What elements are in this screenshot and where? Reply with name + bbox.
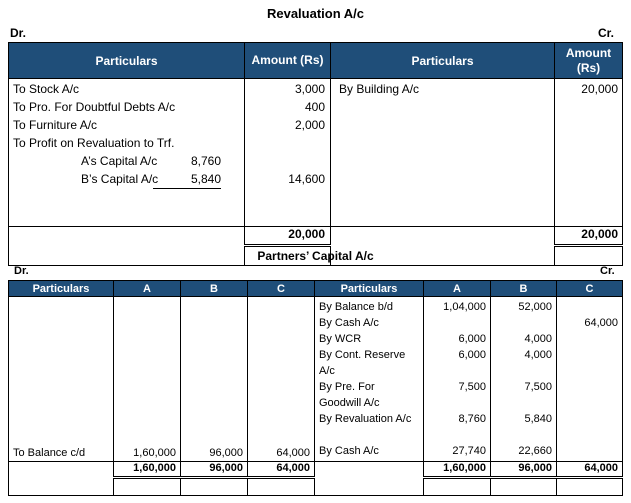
cap-debit-b: 96,000 [181, 297, 248, 462]
cap-credit-c-column [557, 297, 623, 462]
cap-header-c-left: C [248, 281, 315, 297]
rev-total-blank-left [9, 227, 245, 246]
cap-total-c-left: 64,000 [248, 462, 315, 478]
cap-credit-a: 6,000 [458, 333, 486, 345]
cap-blank-cell [424, 478, 491, 496]
cap-credit-b: 52,000 [518, 301, 552, 313]
cap-blank-cell [181, 478, 248, 496]
cap-header-b-right: B [491, 281, 557, 297]
cap-credit-label: By Revaluation A/c [319, 413, 412, 425]
rev-header-amount-left: Amount (Rs) [245, 43, 331, 79]
rev-credit-amounts [555, 79, 623, 227]
capital-body-row [9, 297, 623, 462]
cap-blank-cell [315, 478, 424, 496]
cap-blank-cell [114, 478, 181, 496]
cap-credit-label: By Cash A/c [319, 317, 379, 329]
cap-credit-b: 7,500 [524, 381, 552, 393]
cap-credit-c [561, 299, 618, 315]
cap-credit-b [495, 315, 552, 331]
cap-debit-c: 64,000 [248, 297, 315, 462]
capital-header-row [9, 281, 623, 297]
capital-title: Partners’ Capital A/c [257, 249, 374, 263]
cap-debit-a: 1,60,000 [114, 297, 181, 462]
cap-header-c-right: C [557, 281, 623, 297]
cap-credit-b: 22,660 [518, 445, 552, 457]
revaluation-header-row [9, 43, 623, 79]
cap-header-b-left: B [181, 281, 248, 297]
rev-header-particulars-left: Particulars [9, 43, 245, 79]
cap-credit-a: 1,04,000 [443, 301, 486, 313]
cap-total-b-left: 96,000 [181, 462, 248, 478]
revaluation-table [8, 42, 623, 266]
cap-total-b-right: 96,000 [491, 462, 557, 478]
rev-debit-label: To Pro. For Doubtful Debts A/c [13, 100, 176, 114]
cap-total-c-right: 64,000 [557, 462, 623, 478]
rev-header-particulars-right: Particulars [331, 43, 555, 79]
rev-credit-particulars [331, 79, 555, 227]
cap-blank-cell [491, 478, 557, 496]
cap-credit-b: 4,000 [524, 349, 552, 361]
rev-credit-label: By Building A/c [339, 82, 420, 96]
cap-total-a-right: 1,60,000 [424, 462, 491, 478]
cap-credit-label: By Cont. Reserve A/c [319, 349, 406, 377]
capital-blank-row [9, 478, 623, 496]
cap-header-particulars-left: Particulars [9, 281, 114, 297]
rev-debit-amounts [245, 79, 331, 227]
rev-debit-label: To Profit on Revaluation to Trf. [13, 136, 175, 150]
rev-debit-amount: 400 [304, 100, 325, 114]
cap-credit-a: 7,500 [458, 381, 486, 393]
rev-total-right: 20,000 [555, 227, 623, 246]
cap-total-blank-right [315, 462, 424, 478]
cap-credit-label: By Balance b/d [319, 301, 393, 313]
revaluation-dr-label: Dr. [10, 26, 27, 40]
cap-blank-cell [557, 478, 623, 496]
rev-debit-amount: 2,000 [294, 118, 325, 132]
rev-sub-label: A’s Capital A/c [81, 154, 158, 168]
rev-debit-particulars [9, 79, 245, 227]
rev-sub-label: B’s Capital A/c [81, 172, 159, 186]
revaluation-title: Revaluation A/c [266, 6, 365, 21]
cap-credit-label: By Cash A/c [319, 445, 379, 457]
cap-total-blank-left [9, 462, 114, 478]
rev-sub-row [13, 152, 240, 170]
cap-credit-b-column [491, 297, 557, 462]
rev-sub-amount: 8,760 [190, 154, 221, 168]
cap-header-a-right: A [424, 281, 491, 297]
rev-total-blank-right [331, 227, 555, 246]
rev-debit-label: To Stock A/c [13, 82, 80, 96]
rev-credit-amount: 20,000 [581, 82, 618, 96]
cap-blank-cell [9, 478, 114, 496]
revaluation-total-row [9, 227, 623, 246]
rev-sub-amount: 5,840 [153, 170, 221, 189]
rev-header-amount-right: Amount (Rs) [555, 43, 623, 79]
capital-dr-label: Dr. [14, 265, 29, 277]
cap-credit-label: By Pre. For Goodwill A/c [319, 381, 380, 409]
capital-total-row [9, 462, 623, 478]
cap-credit-a [428, 315, 486, 331]
revaluation-body-row [9, 79, 623, 227]
cap-credit-label: By WCR [319, 333, 362, 345]
cap-debit-label: To Balance c/d [9, 297, 114, 462]
cap-credit-b: 4,000 [524, 333, 552, 345]
cap-credit-particulars [315, 297, 424, 462]
rev-sub-row [13, 170, 240, 188]
cap-header-a-left: A [114, 281, 181, 297]
capital-cr-label: Cr. [600, 265, 615, 277]
cap-credit-a-column [424, 297, 491, 462]
rev-debit-amount-blank [249, 152, 325, 170]
cap-credit-a: 8,760 [458, 413, 486, 425]
cap-credit-a: 6,000 [458, 349, 486, 361]
cap-blank-cell [248, 478, 315, 496]
rev-debit-amount: 3,000 [294, 82, 325, 96]
cap-credit-a: 27,740 [452, 445, 486, 457]
capital-table [8, 280, 623, 496]
rev-debit-label: To Furniture A/c [13, 118, 98, 132]
cap-credit-c: 64,000 [584, 317, 618, 329]
cap-total-a-left: 1,60,000 [114, 462, 181, 478]
cap-header-particulars-right: Particulars [315, 281, 424, 297]
cap-credit-b: 5,840 [524, 413, 552, 425]
rev-total-left: 20,000 [245, 227, 331, 246]
rev-debit-amount [249, 134, 325, 152]
revaluation-cr-label: Cr. [598, 26, 615, 40]
rev-profit-total: 14,600 [288, 172, 325, 186]
